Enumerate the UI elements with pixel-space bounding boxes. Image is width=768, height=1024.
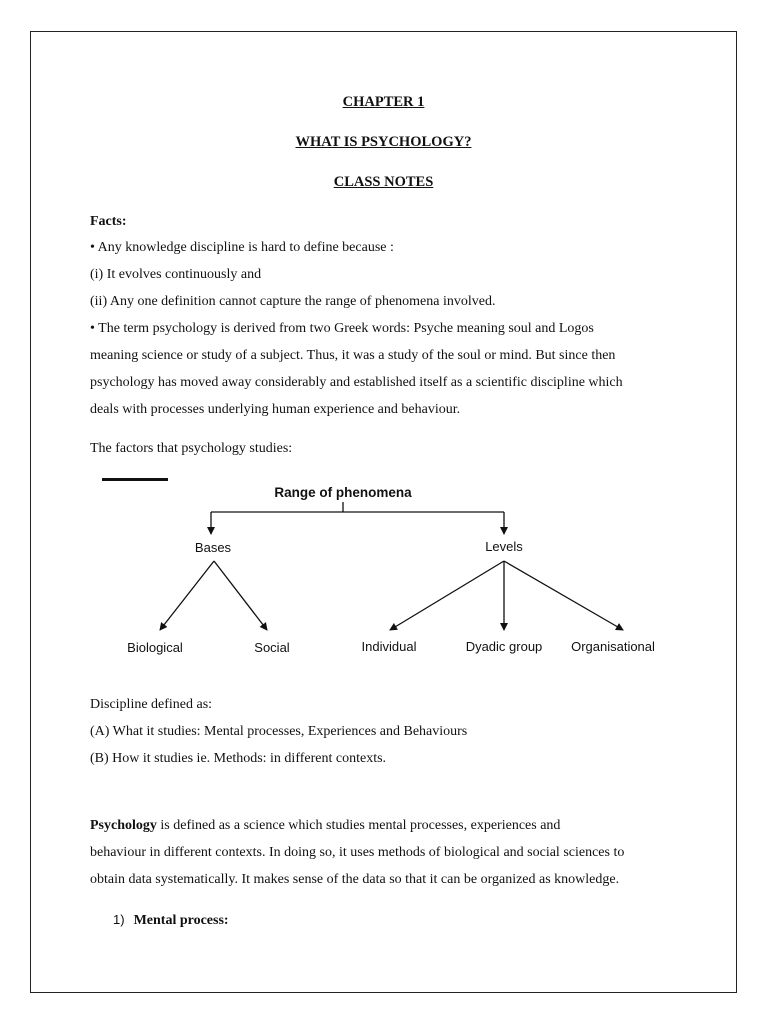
node-organisational: Organisational [571, 639, 655, 654]
node-levels: Levels [485, 539, 523, 554]
arrow-to-social [214, 561, 267, 630]
facts-line: psychology has moved away considerably and established itself as a scientific discipline which [90, 375, 623, 390]
range-of-phenomena-diagram [90, 470, 680, 670]
page-title: WHAT IS PSYCHOLOGY? [295, 134, 472, 150]
discipline-a: (A) What it studies: Mental processes, Experiences and Behaviours [90, 724, 468, 739]
facts-line: deals with processes underlying human experience and behaviour. [90, 402, 461, 417]
facts-line: meaning science or study of a subject. Thus, it was a study of the soul or mind. But since then [90, 348, 616, 363]
node-social: Social [254, 640, 290, 655]
node-bases: Bases [194, 540, 232, 555]
list-item-label: Mental process: [133, 913, 229, 928]
list-number: 1) [113, 912, 125, 927]
arrow-to-organisational [504, 561, 623, 630]
list-item [113, 912, 229, 929]
node-biological: Biological [127, 640, 183, 655]
facts-line: • The term psychology is derived from two Greek words: Psyche meaning soul and Logos [90, 321, 594, 336]
facts-line: (i) It evolves continuously and [90, 267, 262, 282]
definition-line: behaviour in different contexts. In doing so, it uses methods of biological and social sciences to [90, 845, 625, 860]
arrow-to-individual [390, 561, 504, 630]
facts-line: • Any knowledge discipline is hard to define because : [90, 240, 394, 255]
discipline-b: (B) How it studies ie. Methods: in different contexts. [90, 751, 387, 766]
factors-intro: The factors that psychology studies: [90, 441, 293, 456]
node-dyadic-group: Dyadic group [465, 639, 543, 654]
facts-line: (ii) Any one definition cannot capture the range of phenomena involved. [90, 294, 496, 309]
discipline-intro: Discipline defined as: [90, 697, 213, 712]
chapter-heading: CHAPTER 1 [342, 94, 425, 110]
diagram-title: Range of phenomena [274, 485, 412, 500]
decorative-bar [102, 478, 168, 481]
facts-heading: Facts: [90, 214, 127, 229]
definition-text: is defined as a science which studies mental processes, experiences and [156, 818, 561, 833]
definition-term: Psychology [90, 818, 157, 833]
page-subtitle: CLASS NOTES [333, 174, 434, 190]
arrow-to-biological [160, 561, 214, 630]
node-individual: Individual [361, 639, 417, 654]
definition-line: obtain data systematically. It makes sense of the data so that it can be organized as knowledge. [90, 872, 620, 887]
definition-line [90, 818, 560, 834]
